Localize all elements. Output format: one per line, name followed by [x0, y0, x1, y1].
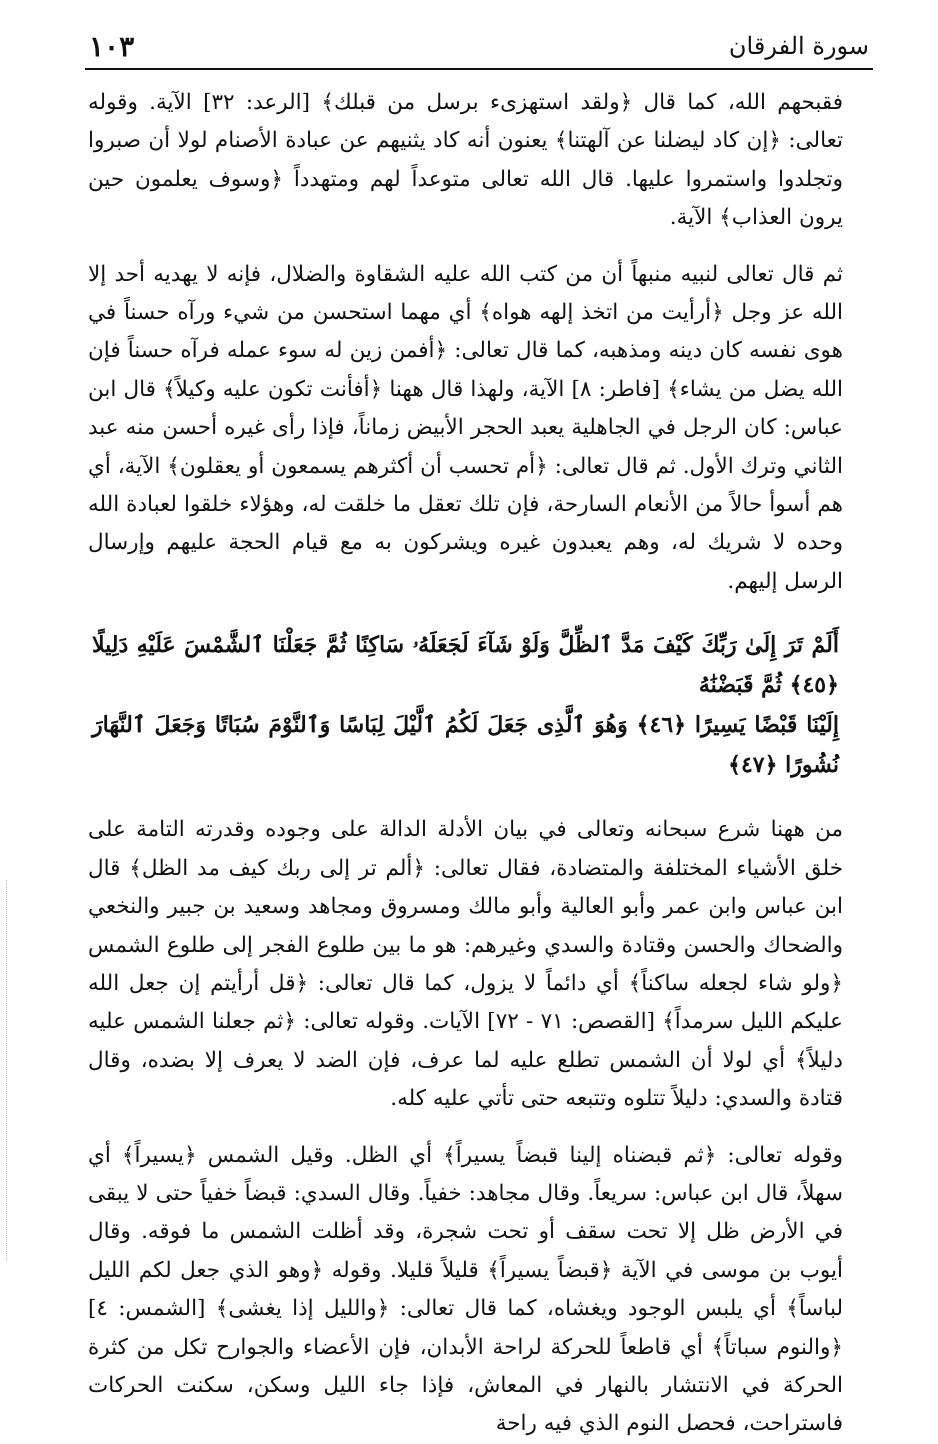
- paragraph-2: ثم قال تعالى لنبيه منبهاً أن من كتب الله عليه الشقاوة والضلال، فإنه لا يهديه أحد إلا الله عز وجل ﴿أرأيت من اتخذ إلهه هواه﴾ أي مهما استحسن من شيء ورآه حسناً في هوى نفسه كان دينه ومذهبه، كما قال تعالى: ﴿أفمن زين له سوء عمله فرآه حسناً فإن الله يضل من يشاء﴾ [فاطر: ٨] الآية، ولهذا قال ههنا ﴿أفأنت تكون عليه وكيلاً﴾ قال ابن عباس: كان الرجل في الجاهلية يعبد الحجر الأبيض زماناً، فإذا رأى غيره أحسن منه عبد الثاني وترك الأول. ثم قال تعالى: ﴿أم تحسب أن أكثرهم يسمعون أو يعقلون﴾ الآية، أي هم أسوأ حالاً من الأنعام السارحة، فإن تلك تعقل ما خلقت له، وهؤلاء خلقوا لعبادة الله وحده لا شريك له، وهم يعبدون غيره ويشركون به مع قيام الحجة عليهم وإرسال الرسل إليهم.: [88, 261, 843, 594]
- paragraph-1: فقبحهم الله، كما قال ﴿ولقد استهزىء برسل من قبلك﴾ [الرعد: ٣٢] الآية. وقوله تعالى: ﴿إن كاد ليضلنا عن آلهتنا﴾ يعنون أنه كاد يثنيهم عن عبادة الأصنام لولا أن صبروا وتجلدوا واستمروا عليها. قال الله تعالى متوعداً لهم ومتهدداً ﴿وسوف يعلمون حين يرون العذاب﴾ الآية.: [88, 90, 843, 231]
- verse-line-2: إِلَيْنَا قَبْضًا يَسِيرًا ﴿٤٦﴾ وَهُوَ ٱلَّذِى جَعَلَ لَكُمُ ٱلَّيْلَ لِبَاسًا وَٱلنَّوْمَ سُبَاتًا وَجَعَلَ ٱلنَّهَارَ نُشُورًا ﴿٤٧﴾: [92, 712, 839, 779]
- surah-title: سورة الفرقان: [728, 32, 869, 60]
- paragraph-4: وقوله تعالى: ﴿ثم قبضناه إلينا قبضاً يسيراً﴾ أي الظل. وقيل الشمس ﴿يسيراً﴾ أي سهلاً، قال ابن عباس: سريعاً. وقال مجاهد: خفياً. وقال السدي: قبضاً خفياً حتى لا يبقى في الأرض ظل إلا تحت سقف أو تحت شجرة، وقد أظلت الشمس ما فوقه. وقال أيوب بن موسى في الآية ﴿قبضاً يسيراً﴾ قليلاً قليلا. وقوله ﴿وهو الذي جعل لكم الليل لباساً﴾ أي يلبس الوجود ويغشاه، كما قال تعالى: ﴿والليل إذا يغشى﴾ [الشمس: ٤] ﴿والنوم سباتاً﴾ أي قاطعاً للحركة لراحة الأبدان، فإن الأعضاء والجوارح تكل من كثرة الحركة في الانتشار بالنهار في المعاش، فإذا جاء الليل وسكن، سكنت الحركات فاستراحت، فحصل النوم الذي فيه راحة: [88, 1142, 843, 1437]
- margin-dotted-line: [6, 880, 8, 1260]
- page-number: ١٠٣: [89, 30, 135, 63]
- paragraph-3: من ههنا شرع سبحانه وتعالى في بيان الأدلة الدالة على وجوده وقدرته التامة على خلق الأشياء المختلفة والمتضادة، فقال تعالى: ﴿ألم تر إلى ربك كيف مد الظل﴾ قال ابن عباس وابن عمر وأبو العالية وأبو مالك ومسروق ومجاهد وسعيد بن جبير والنخعي والضحاك والحسن وقتادة والسدي وغيرهم: هو ما بين طلوع الفجر إلى طلوع الشمس ﴿ولو شاء لجعله ساكناً﴾ أي دائماً لا يزول، كما قال تعالى: ﴿قل أرأيتم إن جعل الله عليكم الليل سرمداً﴾ [القصص: ٧١ - ٧٢] الآيات. وقوله تعالى: ﴿ثم جعلنا الشمس عليه دليلاً﴾ أي لولا أن الشمس تطلع عليه لما عرف، فإن الضد لا يعرف إلا بضده، وقال قتادة والسدي: دليلاً تتلوه وتتبعه حتى تأتي عليه كله.: [88, 817, 843, 1112]
- verse-line-1: أَلَمْ تَرَ إِلَىٰ رَبِّكَ كَيْفَ مَدَّ ٱلظِّلَّ وَلَوْ شَآءَ لَجَعَلَهُۥ سَاكِنًا ثُمَّ جَعَلْنَا ٱلشَّمْسَ عَلَيْهِ دَلِيلًا ﴿٤٥﴾ ثُمَّ قَبَضْنَٰهُ: [92, 632, 839, 699]
- page-body: [88, 84, 843, 1437]
- quran-verses: [88, 619, 843, 791]
- page-header: [85, 28, 873, 70]
